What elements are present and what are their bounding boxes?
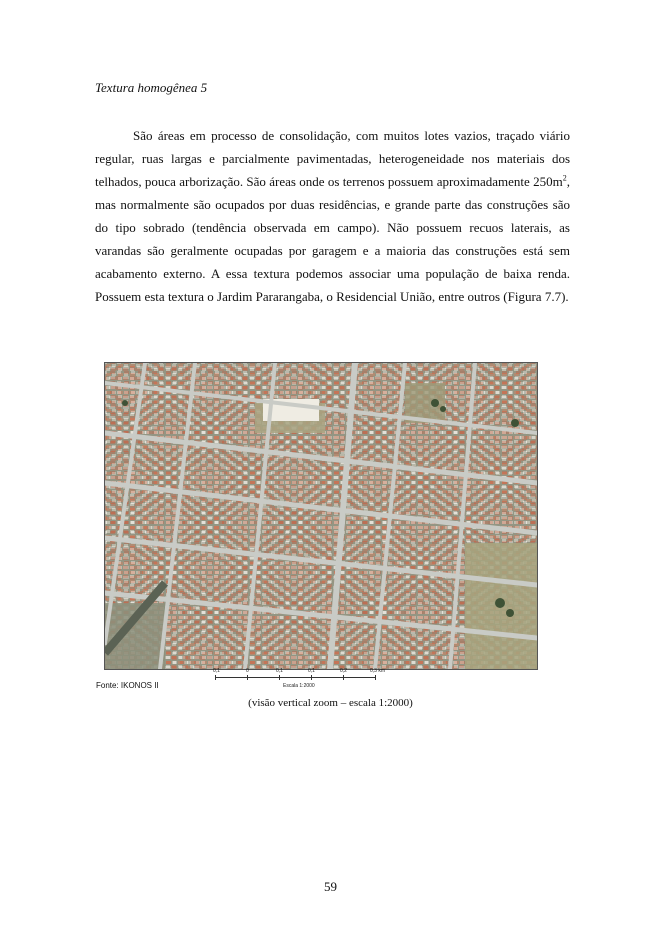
scale-tick-label: 0,1 (213, 668, 220, 674)
satellite-image (105, 363, 537, 669)
scale-tick-label: 0,1 (308, 668, 315, 674)
page-number: 59 (324, 879, 337, 894)
scale-tick (343, 675, 344, 680)
superscript-2: 2 (562, 173, 567, 183)
satellite-image-figure (104, 362, 538, 670)
scale-tick (279, 675, 280, 680)
scale-tick-label: 0,1 (276, 668, 283, 674)
scale-tick (215, 675, 216, 680)
scale-tick-label: 0,2 (340, 668, 347, 674)
scale-tick-label: 0 (246, 668, 249, 674)
figure-caption: (visão vertical zoom – escala 1:2000) (248, 697, 413, 709)
scale-tick (247, 675, 248, 680)
paragraph-text-part-1: São áreas em processo de consolidação, com muitos lotes vazios, traçado viário regular, ruas largas e parcialmente pavimentadas, heterogeneidade nos materiais dos telhados, pouca arborização. São áreas onde os terrenos possuem aproximadamente 250m (95, 128, 570, 189)
figure-source: Fonte: IKONOS II (96, 681, 159, 690)
scale-tick (311, 675, 312, 680)
scale-tick-label: 0,3 km (370, 668, 386, 674)
scale-line (215, 677, 375, 678)
section-title: Textura homogênea 5 (95, 80, 208, 95)
scale-tick (375, 675, 376, 680)
body-paragraph (95, 124, 570, 308)
paragraph-text-part-2: , mas normalmente são ocupados por duas residências, e grande parte das construções são do tipo sobrado (tendência observada em campo). Não possuem recuos laterais, as varandas são geralmente ocupadas por garagem e a maioria das construções está sem acabamento externo. A essa textura podemos associar uma população de baixa renda. Possuem esta textura o Jardim Pararangaba, o Residencial União, entre outros (Figura 7.7). (95, 174, 570, 304)
scale-bar (213, 670, 393, 694)
scale-text: Escala 1:2000 (283, 683, 315, 689)
